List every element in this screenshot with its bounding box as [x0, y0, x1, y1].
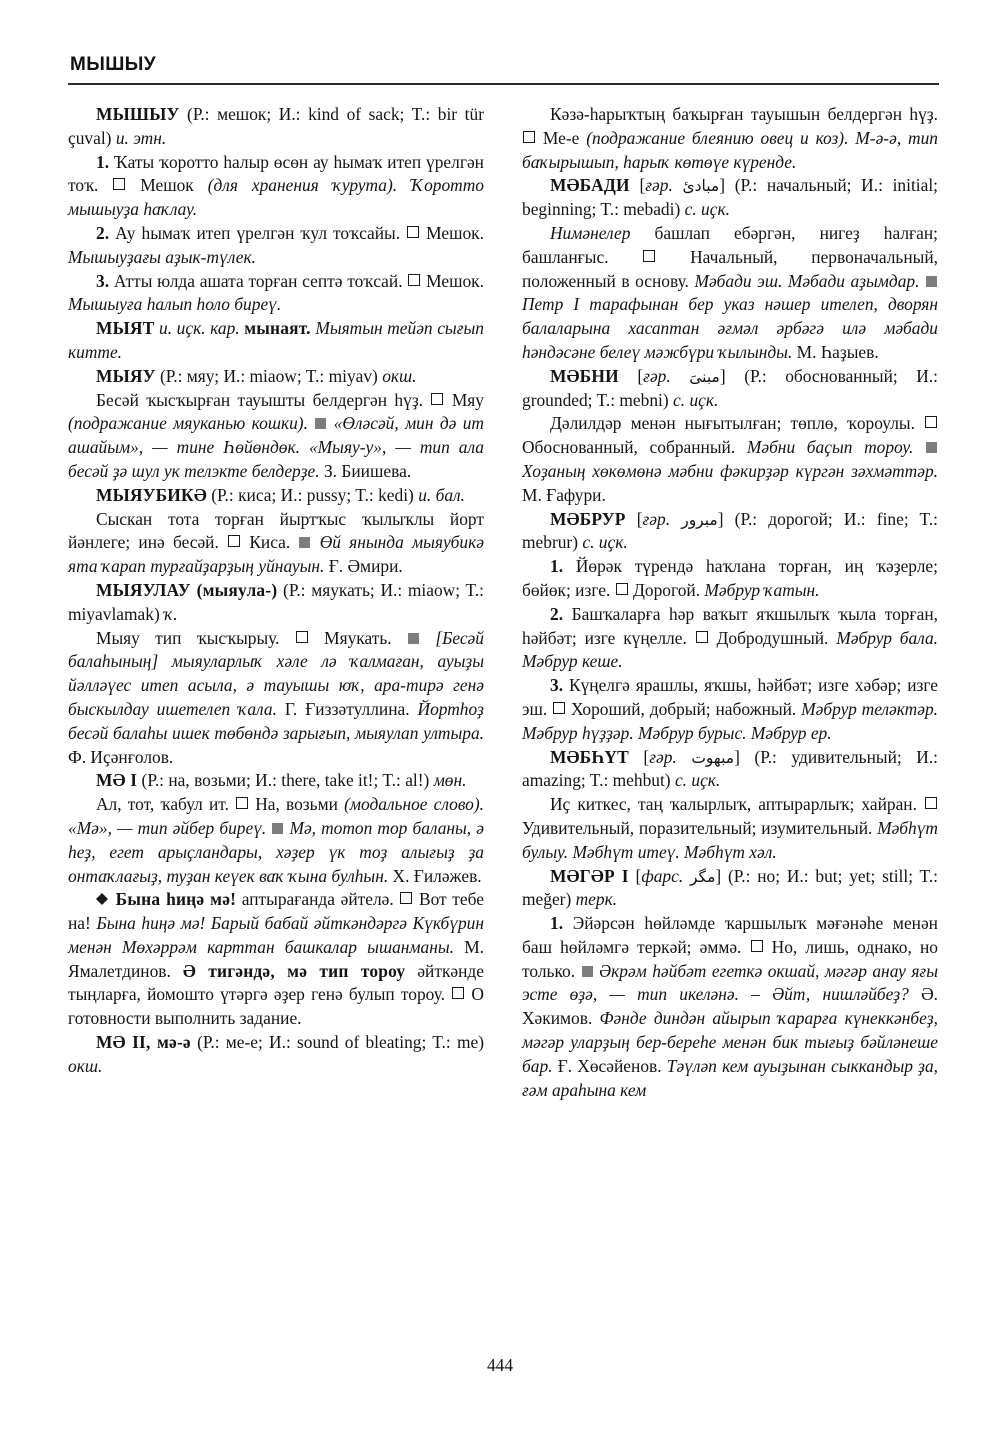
- sense-definition: Иҫ киткес, таң ҡалырлыҡ, аптырарлыҡ; хайран.: [550, 794, 917, 815]
- entry-myyaulau: [68, 579, 484, 627]
- idiom-usage: аптырағанда әйтелә.: [241, 889, 394, 910]
- etymology-arabic: مگر: [689, 867, 716, 886]
- etymology-label: ғәр.: [649, 746, 677, 767]
- russian-gloss: Начальный, первоначальный, положенный в основу.: [522, 246, 938, 291]
- gloss-paren: (Р.: обоснованный; И.: grounded; T.: mebni): [522, 365, 939, 410]
- gloss-paren: (Р.: начальный; И.: initial; beginning; T.: mebadi): [522, 175, 938, 220]
- filled-square-marker: [299, 537, 310, 548]
- etymology-label: фарс.: [641, 865, 684, 886]
- open-square-marker: [523, 131, 535, 143]
- citation-author: Ә. Хәкимов.: [522, 984, 938, 1029]
- citation-text-3: Тәүләп кем ауыҙынан сыккандыр ҙа, ғәм араһына кем: [522, 1055, 938, 1100]
- entry-me-2-continuation: [522, 103, 938, 174]
- sense-definition: Мыяу тип ҡысҡырыу.: [96, 627, 280, 648]
- sense-definition: Күңелгә ярашлы, яҡшы, һәйбәт; изге хәбәр; изге эш.: [522, 675, 938, 719]
- headword: МЫЯУ: [96, 365, 156, 386]
- citation-text: Петр I тарафынан бер указ нәшер ителеп, дворян балаларына хасаптан әғмәл әрбәгә илә мәбади һәндәсәне белеү мәжбүри ҡылынды.: [522, 294, 938, 362]
- open-square-marker: [431, 393, 443, 405]
- etymology-arabic: مبهوت: [691, 748, 735, 767]
- russian-gloss: Мешок.: [426, 222, 484, 243]
- sense-number: 3.: [96, 270, 110, 291]
- headword: МӘБРУР: [550, 508, 626, 529]
- entry-myyau: [68, 365, 484, 389]
- idiom-block-1: [68, 888, 484, 1031]
- citation-author-2: Ғ. Хөсәйенов.: [557, 1055, 662, 1076]
- gloss-paren: (Р.: удивительный; И.: amazing; T.: mehbut): [522, 746, 939, 791]
- headword: МӘГӘР I: [550, 865, 629, 886]
- entry-me-2: [68, 1031, 484, 1079]
- headword: МЫЯУБИКӘ: [96, 484, 207, 505]
- usage-example: Мышыуға һалып һоло биреү.: [68, 294, 282, 315]
- open-square-marker: [696, 631, 708, 643]
- entry-myyaulau-body: [68, 627, 484, 770]
- russian-gloss: Мешок.: [426, 270, 484, 291]
- idiom-phrase-2: Ә тигәндә, мә тип тороу: [182, 960, 406, 981]
- cross-reference: мынаят.: [244, 318, 311, 339]
- sense-definition: Ҡаты ҡоротто һалыр өсөн ау һымаҡ итеп үрелгән тоҡ.: [68, 151, 484, 196]
- russian-gloss: Обоснованный, собранный.: [522, 437, 736, 458]
- open-square-marker: [236, 797, 248, 809]
- sense-definition: Атты юлда ашата торған септә тоҡсай.: [113, 270, 403, 291]
- headword: МЫШЫУ: [96, 104, 180, 124]
- russian-gloss: Удивительный, поразительный; изумительный.: [522, 817, 873, 838]
- entry-meger-1: МӘГӘР I [фарс. مگر] (Р.: но; И.: but; yet; still; T.: meğer) терк.: [522, 865, 939, 910]
- usage-example: Мәбһүт булыу. Мәбһүт итеү. Мәбһүт хәл.: [522, 817, 938, 862]
- grammar-label: ҡ.: [164, 603, 178, 624]
- grammar-label: с. иҫк.: [674, 770, 721, 791]
- sense-number: 2.: [550, 603, 564, 624]
- citation-author: М. Ямалетдинов.: [68, 936, 484, 981]
- mebrur-sense-2: [522, 603, 938, 674]
- citation-text: Бына һиңә мә! Барый бабай әйткәндәргә Күкбүрин менән Мөхәррәм карттан башкалар ышанманы.: [68, 913, 484, 957]
- open-square-marker: [751, 940, 763, 952]
- headword: МЫЯТ: [96, 318, 155, 339]
- idiom-phrase: Бына һиңә мә!: [115, 889, 237, 910]
- entry-mebhut-body: [522, 793, 938, 864]
- citation-text-2: Йортһоҙ бесәй балаһы ишек төбөндә зарығып, мыяулап ултыра.: [68, 698, 484, 743]
- citation-author-2: Ф. Иҫәнғолов.: [68, 746, 174, 767]
- grammar-label: с. иҫк.: [673, 389, 719, 410]
- sense-definition: Сыскан тота торған йыртҡыс ҡылыҡлы йорт йәнлеге; инә бесәй.: [68, 508, 484, 553]
- gloss-paren: (Р.: ме-е; И.: sound of bleating; T.: me): [197, 1032, 484, 1053]
- filled-square-marker: [408, 633, 419, 644]
- entry-mebadi: МӘБАДИ [ғәр. مبادئ] (Р.: начальный; И.: initial; beginning; T.: mebadi) с. иҫк.: [522, 175, 938, 220]
- grammar-label: и. иҫк. кар.: [159, 318, 240, 339]
- gloss-paren: (Р.: мяу; И.: miaow; T.: miyav): [159, 365, 378, 386]
- filled-square-marker: [272, 823, 283, 834]
- russian-gloss-note: (подражание блеянию овец и коз). М-ә-ә, тип баҡырышып, һарыҡ көтөүе күренде.: [522, 127, 938, 172]
- two-column-body: [68, 103, 939, 1102]
- open-square-marker: [408, 274, 420, 286]
- grammar-label: окш.: [68, 1055, 103, 1076]
- etymology-arabic: مبرور: [681, 510, 718, 529]
- usage-example: Ҡоротто мышыуҙа һаҡлау.: [68, 175, 484, 220]
- russian-gloss: Ме-е: [542, 127, 580, 148]
- sense-definition: Башҡаларға һәр ваҡыт яҡшылыҡ ҡыла торған, һәйбәт; изге күңелле.: [522, 603, 938, 648]
- citation-author: З. Биишева.: [323, 460, 412, 481]
- mebrur-sense-1: [522, 555, 938, 603]
- open-square-marker: [925, 797, 937, 809]
- headword: МӘБАДИ: [550, 175, 630, 196]
- sense-definition: Йөрәк түрендә һаҡлана торған, иң ҡәҙерле; бөйөк; изге.: [522, 556, 938, 600]
- entry-mebhut: МӘБҺҮТ [ғәр. مبهوت] (Р.: удивительный; И.: amazing; T.: mehbut) с. иҫк.: [522, 746, 939, 791]
- right-column: [522, 103, 938, 1102]
- entry-mebrur: МӘБРУР [ғәр. مبرور] (Р.: дорогой; И.: fine; T.: mebrur) с. иҫк.: [522, 508, 939, 553]
- filled-square-marker: [315, 418, 326, 429]
- sense-definition: Дәлилдәр менән нығытылған; төплө, ҡороулы.: [550, 413, 915, 434]
- etymology-label: ғәр.: [643, 365, 671, 386]
- entry-myyaubike-body: [68, 508, 484, 579]
- russian-gloss-note: (для хранения ҡурута).: [207, 175, 398, 196]
- usage-example: Мәбрур бала. Мәбрур кеше.: [522, 627, 939, 672]
- idiom-usage-2: әйткәнде тыңларға, йомошто үтәргә әҙер генә булып тороу.: [68, 960, 484, 1005]
- russian-gloss: Мешок: [140, 175, 194, 196]
- open-square-marker: [296, 631, 308, 643]
- sense-2: [68, 222, 484, 270]
- usage-example: Мәбади эш. Мәбади аҙымдар.: [694, 270, 920, 291]
- citation-text: Хоҙаның хөкөмөнә мәбни фәкирҙәр күргән зәхмәттәр.: [522, 460, 938, 481]
- headword: МӘБНИ: [550, 365, 619, 386]
- open-square-marker: [407, 226, 419, 238]
- grammar-label: и. этн.: [115, 127, 167, 148]
- sense-number: 2.: [96, 222, 110, 243]
- mebrur-sense-3: [522, 674, 938, 745]
- gloss-paren: (Р.: мешок; И.: kind of sack; T.: bir tür çuval): [68, 104, 484, 148]
- sense-lead: Нимәнелер: [550, 222, 631, 243]
- filled-square-marker: [582, 966, 593, 977]
- grammar-label: мөн.: [433, 770, 467, 791]
- headword: МЫЯУЛАУ (мыяула-): [96, 579, 278, 600]
- sense-definition: Бесәй ҡысҡырған тауышты белдергән һүҙ.: [96, 389, 424, 410]
- entry-mebni-body: [522, 412, 938, 507]
- grammar-label: окш.: [382, 365, 417, 386]
- open-square-marker: [925, 416, 937, 428]
- header-rule: [68, 83, 939, 85]
- sense-number: 1.: [550, 913, 564, 934]
- open-square-marker: [616, 583, 628, 595]
- russian-gloss: Добродушный.: [716, 627, 829, 648]
- citation-text: [Бесәй балаһының] мыяуларлыҡ хәле лә ҡалмаған, ауыҙы йәлләүес итеп асыла, ә тауышы юҡ, ара-тирә генә быскылдау ишетелеп ҡала.: [68, 627, 484, 719]
- gloss-paren: (Р.: дорогой; И.: fine; T.: mebrur): [522, 508, 939, 553]
- gloss-paren: (Р.: мяукать; И.: miaow; T.: miyavlamak): [68, 579, 484, 624]
- open-square-marker: [400, 892, 412, 904]
- usage-example: Мәбрур ҡатын.: [704, 579, 820, 600]
- sense-1: [68, 151, 484, 222]
- filled-square-marker: [926, 442, 937, 453]
- running-head: МЫШЫУ: [70, 54, 156, 75]
- russian-gloss: Дорогой.: [633, 579, 701, 600]
- citation-author: Х. Ғиләжев.: [392, 865, 482, 886]
- russian-gloss: На, возьми: [255, 794, 338, 815]
- left-column: [68, 103, 484, 1102]
- sense-definition: Кәзә-һарыҡтың баҡырған тауышын белдергән һүҙ.: [550, 104, 938, 124]
- diamond-marker: [96, 887, 108, 899]
- idiom-russian: Вот тебе на!: [68, 889, 484, 934]
- sense-definition: Ау һымаҡ итеп үрелгән ҡул тоҡсайы.: [115, 222, 401, 243]
- sense-definition: Ал, тот, ҡабул ит.: [96, 794, 229, 815]
- usage-example: Мәбрур теләктәр. Мәбрур һүҙҙәр. Мәбрур бурыс. Мәбрур ер.: [522, 698, 939, 743]
- citation-text-2: Фәнде диндән айырып ҡарарға күнеккәнбеҙ, мәгәр уларҙың бер-береһе менән бик тығыҙ бәйләнеше бар.: [522, 1008, 938, 1076]
- headword: МӘБҺҮТ: [550, 746, 629, 767]
- russian-gloss-note: (модальное слово). «Мә», — тип әйбер биреү.: [68, 794, 484, 838]
- grammar-label: и. бал.: [418, 484, 465, 505]
- entry-myyaubike: [68, 484, 484, 508]
- russian-gloss-note: (подражание мяуканью кошки).: [68, 413, 308, 434]
- sense-number: 1.: [550, 556, 564, 577]
- russian-gloss: Но, лишь, однако, но только.: [522, 936, 938, 981]
- citation-author: Г. Ғиззәтуллина.: [284, 698, 410, 719]
- gloss-paren: (Р.: на, возьми; И.: there, take it!; T.: al!): [141, 770, 430, 791]
- sense-number: 1.: [96, 151, 110, 172]
- open-square-marker: [643, 250, 655, 262]
- grammar-label: с. иҫк.: [684, 199, 730, 220]
- russian-gloss: Киса.: [249, 532, 291, 553]
- open-square-marker: [113, 178, 125, 190]
- open-square-marker: [553, 702, 565, 714]
- entry-me-1: [68, 769, 484, 793]
- usage-example: Мәбни баҫып тороу.: [746, 437, 914, 458]
- idiom-russian-2: О готовности выполнить задание.: [68, 984, 484, 1029]
- grammar-label: терк.: [575, 889, 618, 910]
- citation-text: Әкрәм һәйбәт егеткә окшай, мәгәр анау яғы эсте өҙә, — тип икеләнә. – Әйт, нишләйбеҙ?: [522, 960, 938, 1005]
- usage-example: Мышыуҙағы аҙык-түлек.: [68, 246, 256, 267]
- grammar-label: с. иҫк.: [582, 532, 628, 553]
- sense-definition: башлап ебәргән, нигеҙ һалған; башланғыс.: [522, 222, 938, 267]
- citation-author: Ғ. Әмири.: [328, 556, 403, 577]
- gloss-paren: (Р.: но; И.: but; yet; still; T.: meğer): [522, 865, 939, 910]
- filled-square-marker: [926, 276, 937, 287]
- headword: МӘ II, мә-ә: [96, 1032, 191, 1053]
- entry-myyat: [68, 317, 484, 365]
- sense-3: [68, 270, 484, 318]
- entry-myyau-body: [68, 389, 484, 484]
- meger-sense-1: [522, 912, 938, 1102]
- citation-text: Өй янында мыяубикә ята ҡарап турғайҙарҙың уйнауын.: [68, 532, 484, 577]
- headword: МӘ I: [96, 770, 138, 791]
- sense-definition: Эйәрсән һөйләмде ҡаршылыҡ мәғәнәһе менән баш һөйләмгә теркәй; әммә.: [522, 913, 938, 957]
- usage-example: Мыятын тейәп сығып китте.: [68, 318, 484, 362]
- entry-me-1-body: [68, 793, 484, 888]
- citation-text: Мә, тотоп тор баланы, ә һеҙ, егет арыҫландары, хәҙер үк тоҙ алығыҙ ҙа онтаҡлағыҙ, туҙан кеүек ваҡ ҡына булһын.: [68, 817, 484, 886]
- entry-mebadi-body: [522, 222, 938, 365]
- russian-gloss: Мяу: [451, 389, 484, 410]
- open-square-marker: [452, 987, 464, 999]
- etymology-arabic: مبنىَ: [689, 367, 720, 386]
- entry-mebni: МӘБНИ [ғәр. مبنىَ] (Р.: обоснованный; И.: grounded; T.: mebni) с. иҫк.: [522, 365, 939, 410]
- entry-myshyu: [68, 103, 484, 151]
- sense-number: 3.: [550, 675, 564, 696]
- etymology-arabic: مبادئ: [682, 177, 720, 196]
- etymology-label: ғәр.: [642, 508, 671, 529]
- etymology-label: ғәр.: [645, 175, 673, 196]
- open-square-marker: [228, 535, 240, 547]
- russian-gloss: Мяукать.: [324, 627, 392, 648]
- russian-gloss: Хороший, добрый; набожный.: [570, 698, 797, 719]
- citation-author: М. Һаҙыев.: [796, 341, 879, 362]
- citation-text: «Өләсәй, мин дә ит ашайым», — тине Һөйөндөк. «Мыяу-у», — тип ала бесәй ҙә шул ук телэкте белдерҙе.: [68, 413, 484, 481]
- page-number: 444: [486, 1355, 514, 1375]
- citation-author: М. Ғафури.: [522, 484, 606, 505]
- gloss-paren: (Р.: киса; И.: pussy; T.: kedi): [211, 484, 414, 505]
